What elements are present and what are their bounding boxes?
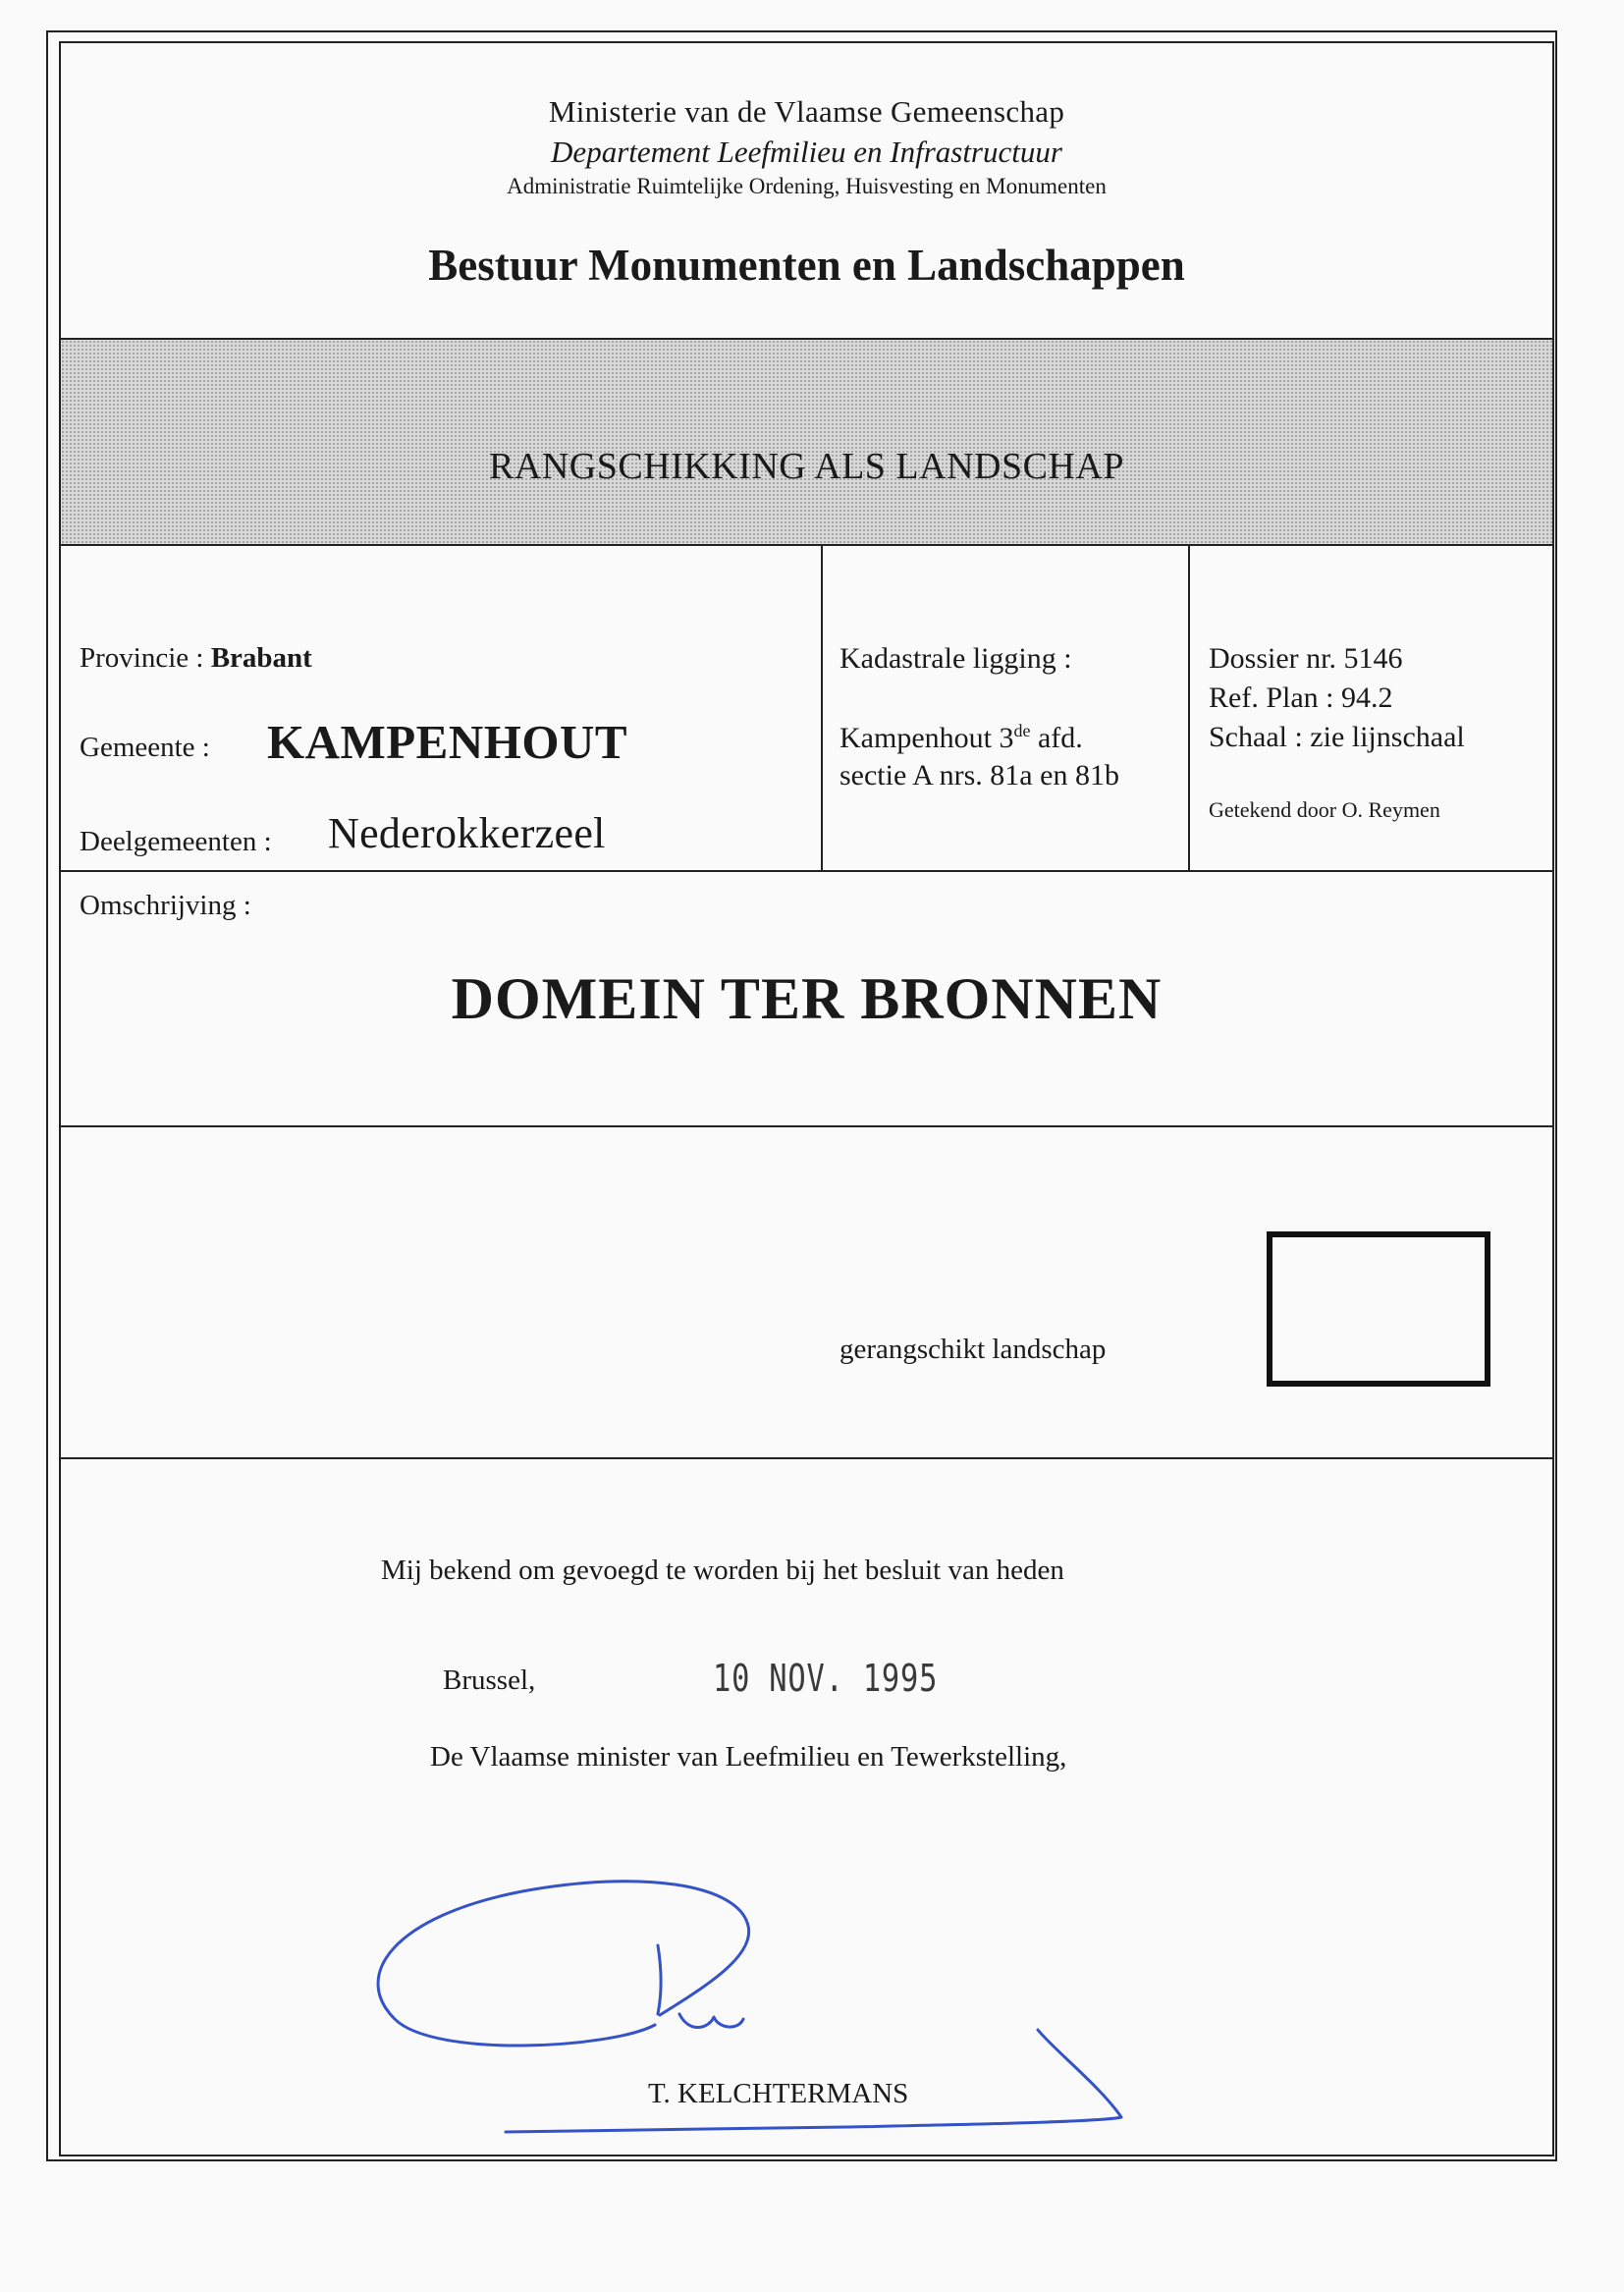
site-name: DOMEIN TER BRONNEN xyxy=(451,966,1163,1031)
cadastral-line-1-sup: de xyxy=(1013,721,1031,740)
department-name: Departement Leefmilieu en Infrastructuur xyxy=(551,135,1062,169)
signatory-name: T. KELCHTERMANS xyxy=(648,2078,909,2109)
ministry-name: Ministerie van de Vlaamse Gemeenschap xyxy=(548,94,1065,129)
approval-statement: Mij bekend om gevoegd te worden bij het besluit van heden xyxy=(381,1555,1064,1586)
administration-name: Administratie Ruimtelijke Ordening, Huisvesting en Monumenten xyxy=(507,174,1107,198)
legend-label: gerangschikt landschap xyxy=(839,1334,1107,1365)
cadastral-line-1-prefix: Kampenhout 3 xyxy=(839,722,1014,754)
legend-section xyxy=(61,1125,1552,1457)
signature-loop-stroke xyxy=(378,1882,749,2046)
place: Brussel, xyxy=(443,1664,536,1696)
dossier-cell xyxy=(1190,546,1556,870)
reference-plan: Ref. Plan : 94.2 xyxy=(1209,682,1393,714)
cadastral-cell xyxy=(823,546,1190,870)
cadastral-line-1-suffix: afd. xyxy=(1030,722,1083,754)
description-section xyxy=(61,870,1552,1125)
date-stamp: 10 NOV. 1995 xyxy=(713,1657,939,1700)
info-section xyxy=(61,546,1552,870)
provincie-value: Brabant xyxy=(210,642,312,674)
title-banner xyxy=(61,338,1552,546)
office-name: Bestuur Monumenten en Landschappen xyxy=(428,241,1185,290)
location-cell xyxy=(61,546,823,870)
document-type-title: RANGSCHIKKING ALS LANDSCHAP xyxy=(489,446,1124,487)
description-label: Omschrijving : xyxy=(80,890,251,921)
signature-tail-stroke xyxy=(679,2014,743,2028)
cadastral-line-2: sectie A nrs. 81a en 81b xyxy=(839,759,1119,791)
minister-title: De Vlaamse minister van Leefmilieu en Tewerkstelling, xyxy=(430,1741,1067,1773)
deelgemeenten-value: Nederokkerzeel xyxy=(328,809,606,857)
drawn-by: Getekend door O. Reymen xyxy=(1209,797,1440,822)
scale: Schaal : zie lijnschaal xyxy=(1209,721,1465,753)
gemeente-label: Gemeente : xyxy=(80,732,210,763)
cadastral-label: Kadastrale ligging : xyxy=(839,642,1072,675)
document-frame xyxy=(59,41,1554,2156)
provincie-line xyxy=(80,642,312,675)
dossier-number: Dossier nr. 5146 xyxy=(1209,642,1403,675)
legend-symbol-box xyxy=(1267,1231,1490,1387)
gemeente-value: KAMPENHOUT xyxy=(267,715,628,769)
signoff-section xyxy=(61,1457,1552,2158)
signature-drawing xyxy=(61,1459,1556,2160)
deelgemeenten-label: Deelgemeenten : xyxy=(80,826,272,857)
provincie-label: Provincie : xyxy=(80,642,204,674)
letterhead xyxy=(61,43,1552,338)
signature-stem-stroke xyxy=(658,1945,661,2014)
cadastral-line-1 xyxy=(839,721,1083,755)
